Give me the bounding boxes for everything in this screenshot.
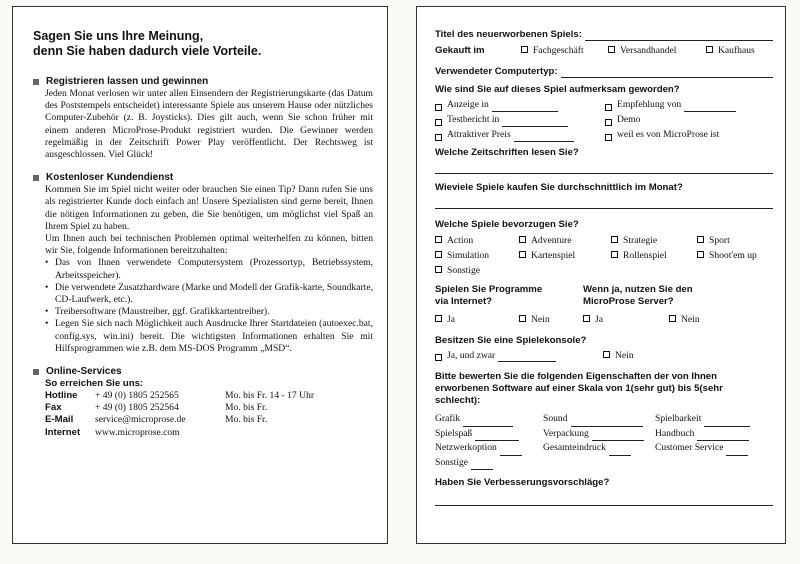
rating-customer-service[interactable]: Customer Service	[655, 441, 775, 456]
table-row: Internet www.microprose.com	[45, 426, 180, 438]
rating-spielspass[interactable]: Spielspaß	[435, 427, 543, 442]
list-item: • Legen Sie sich nach Möglichkeit auch Ausdrucke Ihrer Startdateien (autoexec.bat, config.sys, win.ini) bereit. Die wichtigsten Informationen erhalten Sie mit Hilfsprogrammen wie z.B. dem MS-DOS Programm „MSD“.	[45, 318, 373, 354]
rating-sound[interactable]: Sound	[543, 412, 655, 427]
improve-question: Haben Sie Verbesserungsvorschläge?	[435, 477, 610, 488]
section-heading-online: Online-Services	[33, 366, 373, 377]
rating-netzwerkoption[interactable]: Netzwerkoption	[435, 441, 543, 456]
internet-answers	[435, 314, 773, 326]
list-item: • Das von Ihnen verwendete Computersystem (Prozessortyp, Betriebssystem, Arbeitsspeicher).	[45, 257, 373, 281]
magazines-input-line[interactable]	[435, 163, 773, 174]
rating-gesamteindruck[interactable]: Gesamteindruck	[543, 441, 655, 456]
checkbox-kaufhaus[interactable]: Kaufhaus	[706, 45, 755, 57]
console-answers	[435, 350, 773, 362]
internet-question: Spielen Sie Programme via Internet?	[435, 284, 543, 307]
console-question: Besitzen Sie eine Spielekonsole?	[435, 335, 587, 346]
checkbox-versandhandel[interactable]: Versandhandel	[608, 45, 706, 57]
section-heading-support: Kostenloser Kundendienst	[33, 172, 373, 183]
checkbox-console-nein[interactable]: Nein	[603, 350, 634, 362]
registration-form	[416, 6, 786, 544]
magazines-question: Welche Zeitschriften lesen Sie?	[435, 147, 579, 158]
checkbox-preis[interactable]: Attraktiver Preis	[435, 127, 605, 142]
rating-question: Bitte bewerten Sie die folgenden Eigenschaften der von Ihnen erworbenen Software auf einer Skala von 1(sehr gut) bis 5(sehr schlecht):	[435, 371, 723, 406]
table-row: E-Mail service@microprose.de Mo. bis Fr.	[45, 414, 268, 426]
rating-grafik[interactable]: Grafik	[435, 412, 543, 427]
checkbox-microprose[interactable]: weil es von MicroProse ist	[605, 127, 775, 142]
list-item: • Treibersoftware (Maustreiber, ggf. Grafikkartentreiber).	[45, 306, 270, 318]
checkbox-anzeige[interactable]: Anzeige in	[435, 97, 605, 112]
checkbox-server-ja[interactable]: Ja	[583, 314, 669, 326]
prefer-question: Welche Spiele bevorzugen Sie?	[435, 219, 579, 230]
attention-options	[435, 97, 773, 142]
checkbox-sonstige[interactable]: Sonstige	[435, 263, 519, 278]
checkbox-kartenspiel[interactable]: Kartenspiel	[519, 248, 611, 263]
internet-section	[435, 284, 773, 308]
computer-field-row: Verwendeter Computertyp:	[435, 66, 773, 78]
support-text-2: Um Ihnen auch bei technischen Problemen optimal weiterhelfen zu können, bitten wir Sie, folgende Informationen bereitzuhalten:	[45, 233, 373, 257]
rating-handbuch[interactable]: Handbuch	[655, 427, 775, 442]
checkbox-console-ja[interactable]: Ja, und zwar	[435, 350, 603, 362]
section-heading-register: Registrieren lassen und gewinnen	[33, 76, 373, 87]
checkbox-internet-nein[interactable]: Nein	[519, 314, 583, 326]
title-input-line[interactable]	[585, 30, 773, 41]
improve-input-line[interactable]	[435, 495, 773, 506]
rating-sonstige[interactable]: Sonstige	[435, 456, 543, 471]
rating-verpackung[interactable]: Verpackung	[543, 427, 655, 442]
checkbox-shootemup[interactable]: Shoot'em up	[697, 248, 787, 263]
table-row: Fax + 49 (0) 1805 252564 Mo. bis Fr.	[45, 402, 268, 414]
support-bullet-list	[45, 257, 373, 355]
register-text: Jeden Monat verlosen wir unter allen Einsendern der Registrierungskarte (das Datum des Poststempels entscheidet) interessante Spiele aus unserem Hause oder nützliches Computer-Zubehör (z. B. Joysticks). Dies gilt auch, wenn Sie schon früher mit einem anderen MicroProse-Produkt registriert wurden. Die Gewinner werden regelmäßig in der Zeitschrift Power Play veröffentlicht. Der Rechtsweg ist ausgeschlossen. Viel Glück!	[45, 88, 373, 161]
support-text-1: Kommen Sie im Spiel nicht weiter oder brauchen Sie einen Tip? Dann rufen Sie uns als registrierter Kunde doch einfach an! Unsere Spezialisten sind gerne bereit, Ihnen die nötigen Informationen zu geben, die Sie benötigen, um möglichst viel Spaß an Ihrem Spiel zu haben.	[45, 184, 373, 232]
checkbox-server-nein[interactable]: Nein	[669, 314, 759, 326]
intro-heading: Sagen Sie uns Ihre Meinung, denn Sie haben dadurch viele Vorteile.	[33, 29, 262, 58]
square-bullet-icon	[33, 369, 39, 375]
games-count-input-line[interactable]	[435, 198, 773, 209]
title-field-row: Titel des neuerworbenen Spiels:	[435, 29, 773, 41]
checkbox-rollenspiel[interactable]: Rollenspiel	[611, 248, 697, 263]
contact-table	[45, 390, 314, 439]
genre-options	[435, 233, 773, 278]
computer-input-line[interactable]	[561, 67, 773, 78]
info-panel	[12, 6, 388, 544]
checkbox-empfehlung[interactable]: Empfehlung von	[605, 97, 775, 112]
checkbox-testbericht[interactable]: Testbericht in	[435, 112, 605, 127]
server-question: Wenn ja, nutzen Sie den MicroProse Server?	[583, 284, 693, 307]
checkbox-adventure[interactable]: Adventure	[519, 233, 611, 248]
checkbox-simulation[interactable]: Simulation	[435, 248, 519, 263]
bought-row: Gekauft im Fachgeschäft Versandhandel Kaufhaus	[435, 45, 755, 56]
square-bullet-icon	[33, 79, 39, 85]
games-count-question: Wieviele Spiele kaufen Sie durchschnittlich im Monat?	[435, 182, 683, 193]
checkbox-action[interactable]: Action	[435, 233, 519, 248]
table-row: Hotline + 49 (0) 1805 252565 Mo. bis Fr. 14 - 17 Uhr	[45, 390, 315, 402]
checkbox-internet-ja[interactable]: Ja	[435, 314, 519, 326]
rating-fields	[435, 412, 773, 470]
checkbox-strategie[interactable]: Strategie	[611, 233, 697, 248]
contact-subheading: So erreichen Sie uns:	[45, 378, 144, 390]
rating-spielbarkeit[interactable]: Spielbarkeit	[655, 412, 775, 427]
checkbox-demo[interactable]: Demo	[605, 112, 775, 127]
checkbox-fachgeschaeft[interactable]: Fachgeschäft	[521, 45, 608, 57]
attention-question: Wie sind Sie auf dieses Spiel aufmerksam geworden?	[435, 84, 680, 95]
checkbox-sport[interactable]: Sport	[697, 233, 787, 248]
list-item: • Die verwendete Zusatzhardware (Marke und Modell der Grafik-karte, Soundkarte, CD-Laufwerk, etc.).	[45, 281, 373, 306]
square-bullet-icon	[33, 175, 39, 181]
